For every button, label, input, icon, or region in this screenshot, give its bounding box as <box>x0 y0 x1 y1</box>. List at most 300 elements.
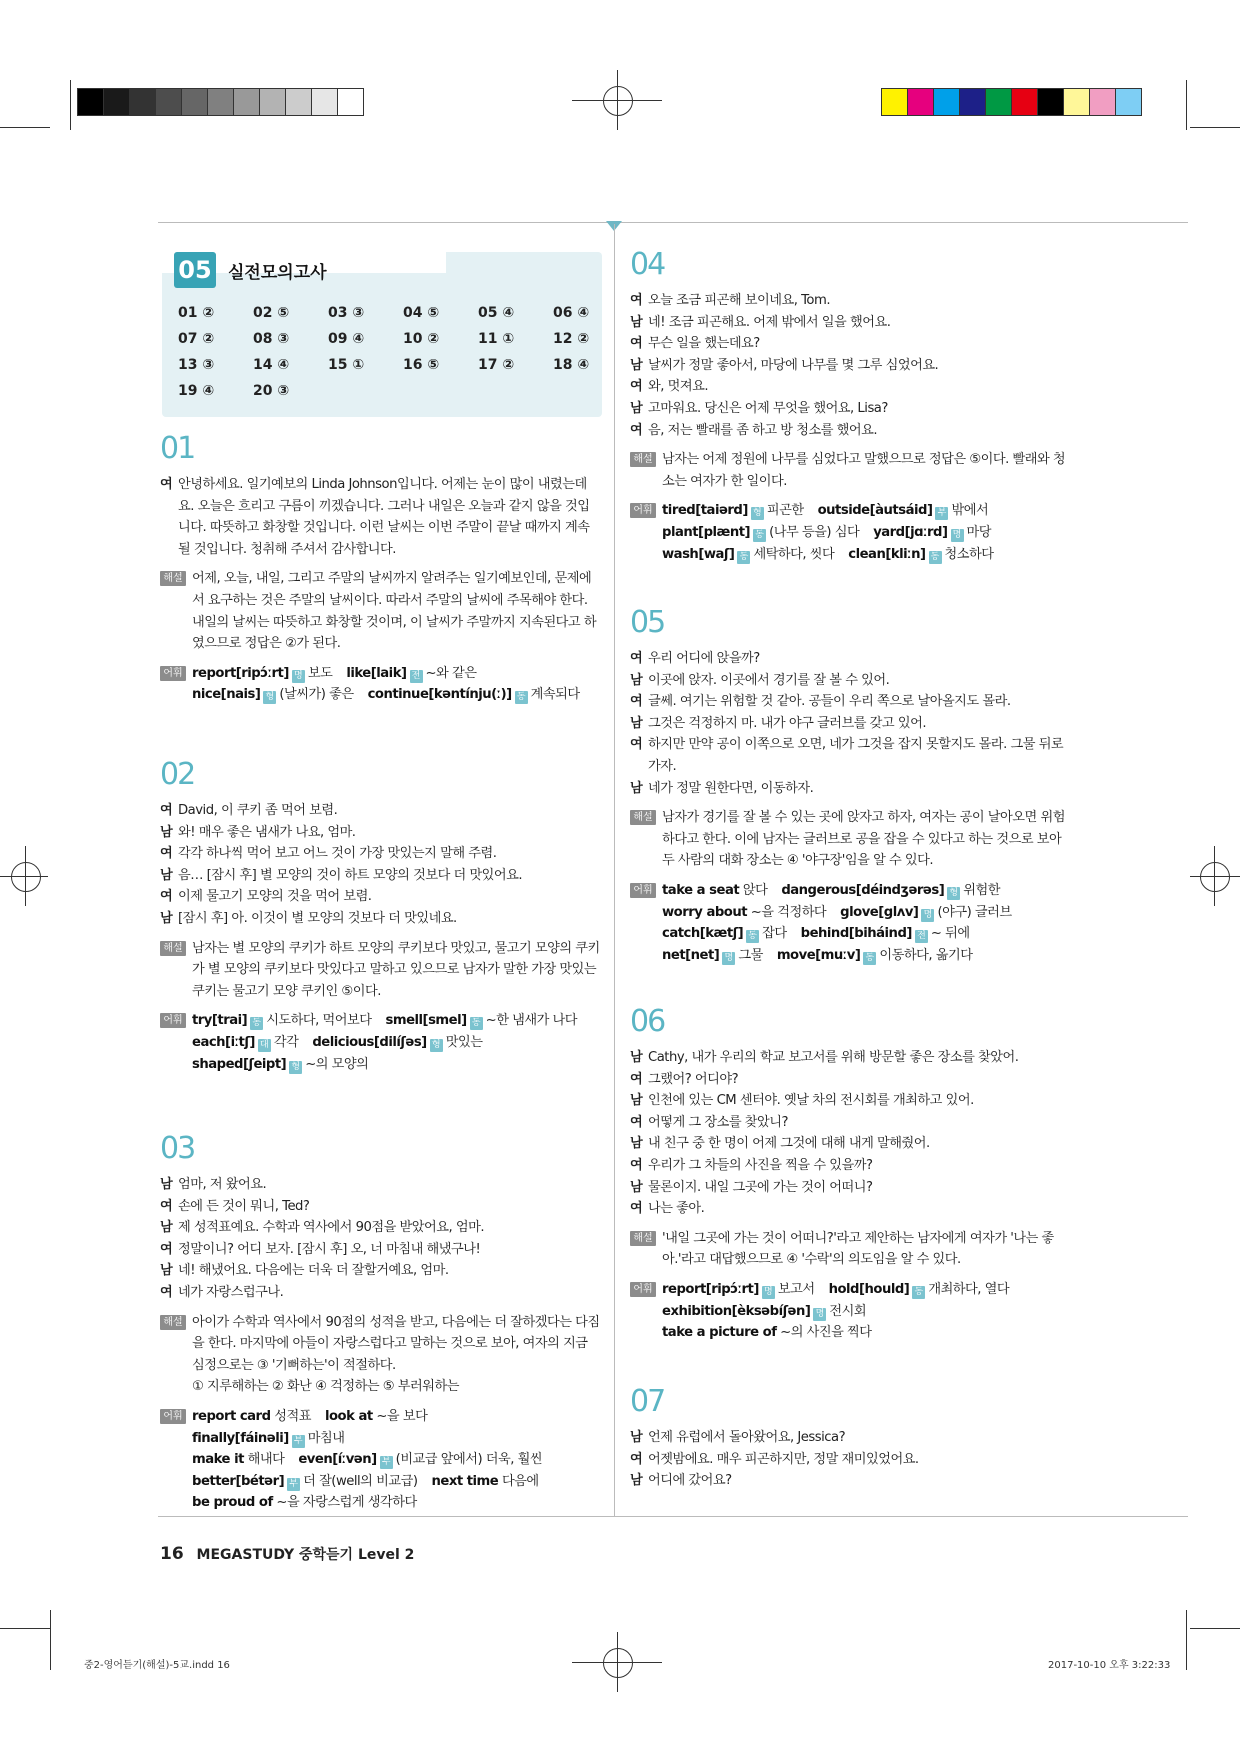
vocabulary-meaning: 그물 <box>738 947 763 963</box>
vocabulary-word: take a seat <box>662 882 740 898</box>
speaker-label: 여 <box>630 1071 643 1087</box>
part-of-speech-marker: 동 <box>470 1017 483 1030</box>
dialogue-line <box>630 355 1070 377</box>
dialogue-line <box>630 1069 1070 1091</box>
vocabulary-block <box>160 663 600 706</box>
dialogue-line <box>160 1239 600 1261</box>
speaker-label: 여 <box>160 846 173 862</box>
dialogue-line <box>630 1177 1070 1199</box>
vocabulary-word: shaped[ʃeipt] <box>192 1056 287 1072</box>
part-of-speech-marker: 대 <box>258 1039 271 1052</box>
explanation-block <box>160 568 600 654</box>
vocabulary-meaning: (나무 등을) 심다 <box>769 524 860 540</box>
vocabulary-word: dangerous[déindʒərəs] <box>781 882 945 898</box>
vocabulary-meaning: ~의 모양의 <box>305 1056 369 1072</box>
vocabulary-row <box>192 1471 600 1493</box>
dialogue-line <box>630 1198 1070 1220</box>
vocabulary-block <box>630 500 1070 565</box>
speaker-label: 남 <box>630 1473 643 1489</box>
speaker-label: 여 <box>630 1201 643 1217</box>
answer-item: 17 ② <box>478 357 515 373</box>
speaker-label: 여 <box>630 737 643 753</box>
vocabulary-item <box>192 1428 345 1450</box>
dialogue-text: 어떻게 그 장소를 찾았니? <box>648 1114 788 1130</box>
vocabulary-word: be proud of <box>192 1495 273 1511</box>
vocabulary-word: outside[àutsáid] <box>817 503 933 519</box>
vocabulary-list <box>662 880 1070 966</box>
vocabulary-row <box>662 522 1070 544</box>
vocabulary-word: finally[fáinəli] <box>192 1430 289 1446</box>
unit-number-badge: 05 <box>174 252 216 288</box>
dialogue-text: 물론이지. 내일 그곳에 가는 것이 어떠니? <box>648 1179 873 1195</box>
vocabulary-row <box>662 1279 1070 1301</box>
vocabulary-row <box>192 1010 600 1032</box>
answer-item: 11 ① <box>478 331 515 347</box>
vocabulary-meaning: 더 잘(well의 비교급) <box>303 1473 418 1489</box>
vocabulary-meaning: 밖에서 <box>951 503 989 519</box>
dialogue-line <box>630 333 1070 355</box>
speaker-label: 남 <box>630 400 643 416</box>
vocabulary-row <box>192 1492 600 1514</box>
part-of-speech-marker: 명 <box>292 670 305 683</box>
vocabulary-item <box>662 902 826 924</box>
dialogue-text: 엄마, 저 왔어요. <box>178 1177 267 1192</box>
registration-target-icon <box>11 862 41 892</box>
color-calibration-bar <box>881 88 1142 116</box>
registration-target-icon <box>1200 862 1230 892</box>
vocabulary-item <box>346 663 476 685</box>
vocabulary-block <box>160 1406 600 1514</box>
vocabulary-row <box>662 1322 1070 1344</box>
part-of-speech-marker: 동 <box>753 529 766 542</box>
crop-mark <box>0 1628 50 1629</box>
dialogue-line <box>160 908 600 930</box>
part-of-speech-marker: 형 <box>263 691 276 704</box>
part-of-speech-marker: 동 <box>737 551 750 564</box>
vocabulary-row <box>192 1054 600 1076</box>
vocabulary-word: nice[nais] <box>192 687 261 703</box>
question-section-01 <box>160 432 600 706</box>
answer-item: 07 ② <box>178 331 215 347</box>
question-section-02 <box>160 758 600 1075</box>
vocabulary-meaning: (야구) 글러브 <box>937 904 1012 920</box>
part-of-speech-marker: 부 <box>935 507 948 520</box>
dialogue-text: 이제 물고기 모양의 것을 먹어 보렴. <box>178 889 372 905</box>
question-section-05 <box>630 606 1070 966</box>
vocabulary-tag: 어휘 <box>160 1013 186 1028</box>
registration-line <box>617 70 618 130</box>
vocabulary-row <box>662 500 1070 522</box>
question-section-03 <box>160 1132 600 1514</box>
vocabulary-meaning: 보도 <box>307 665 333 681</box>
speaker-label: 여 <box>630 422 643 438</box>
speaker-label: 여 <box>630 1451 643 1467</box>
part-of-speech-marker: 전 <box>410 670 423 683</box>
vocabulary-word: catch[kætʃ] <box>662 926 744 942</box>
dialogue-text: 언제 유럽에서 돌아왔어요, Jessica? <box>648 1430 846 1445</box>
explanation-block <box>160 938 600 1003</box>
speaker-label: 여 <box>160 1241 173 1257</box>
dialogue-text: 정말이니? 어디 보자. [잠시 후] 오, 너 마침내 해냈구나! <box>178 1241 481 1257</box>
dialogue-line <box>630 420 1070 442</box>
explanation-block <box>630 1228 1070 1271</box>
vocabulary-row <box>192 663 600 685</box>
vocabulary-meaning: ~한 냄새가 나다 <box>485 1013 578 1029</box>
vocabulary-word: report[ripɔ́ːrt] <box>192 665 289 681</box>
dialogue-line <box>630 1090 1070 1112</box>
vocabulary-item <box>312 1032 482 1054</box>
vocabulary-meaning: 잡다 <box>762 926 787 942</box>
vocabulary-block <box>160 1010 600 1075</box>
vocabulary-item <box>662 1301 866 1323</box>
explanation-tag: 해설 <box>160 571 186 586</box>
explanation-block <box>630 807 1070 872</box>
answer-item: 02 ⑤ <box>253 305 290 321</box>
vocabulary-item <box>192 1054 368 1076</box>
unit-title: 실전모의고사 <box>228 263 327 283</box>
speaker-label: 남 <box>630 715 643 731</box>
part-of-speech-marker: 명 <box>951 529 964 542</box>
vocabulary-meaning: ~을 보다 <box>376 1408 428 1424</box>
dialogue-line <box>630 713 1070 735</box>
part-of-speech-marker: 동 <box>250 1017 263 1030</box>
vocabulary-item <box>192 1032 298 1054</box>
explanation-choices: ① 지루해하는 ② 화난 ④ 걱정하는 ⑤ 부러워하는 <box>192 1379 459 1395</box>
vocabulary-item <box>298 1449 542 1471</box>
registration-line <box>617 1632 618 1692</box>
vocabulary-word: look at <box>324 1408 373 1424</box>
crop-mark <box>0 127 50 128</box>
part-of-speech-marker: 명 <box>921 909 934 922</box>
dialogue-line <box>160 886 600 908</box>
vocabulary-meaning: 위험한 <box>963 882 1000 898</box>
speaker-label: 남 <box>160 867 173 883</box>
vocabulary-word: make it <box>192 1452 244 1468</box>
dialogue-line <box>630 1133 1070 1155</box>
dialogue-text: 네가 자랑스럽구나. <box>178 1284 284 1300</box>
vocabulary-item <box>662 522 859 544</box>
crop-mark <box>1186 80 1187 130</box>
vocabulary-item <box>662 1322 872 1344</box>
answer-item: 10 ② <box>403 331 440 347</box>
vocabulary-tag: 어휘 <box>630 503 656 518</box>
vocabulary-meaning: 세탁하다, 씻다 <box>753 546 835 562</box>
part-of-speech-marker: 동 <box>912 1286 925 1299</box>
explanation-block <box>630 449 1070 492</box>
vocabulary-word: delicious[dilíʃəs] <box>312 1034 427 1050</box>
answer-item: 03 ③ <box>328 305 365 321</box>
vocabulary-item <box>662 500 804 522</box>
speaker-label: 여 <box>160 803 173 818</box>
explanation-text <box>662 1228 1070 1271</box>
dialogue-text: 고마워요. 당신은 어제 무엇을 했어요, Lisa? <box>648 400 888 416</box>
part-of-speech-marker: 명 <box>813 1308 826 1321</box>
dialogue-line <box>630 670 1070 692</box>
speaker-label: 남 <box>160 1220 173 1236</box>
speaker-label: 남 <box>630 314 643 330</box>
vocabulary-item <box>192 1449 284 1471</box>
vocabulary-tag: 어휘 <box>160 1409 186 1424</box>
speaker-label: 남 <box>160 824 173 840</box>
dialogue-text: 우리 어디에 앉을까? <box>648 651 760 666</box>
answer-key-grid <box>178 304 598 401</box>
dialogue-line <box>630 691 1070 713</box>
vocabulary-word: wash[waʃ] <box>662 546 735 562</box>
registration-line <box>25 846 26 906</box>
vocabulary-item <box>192 663 332 685</box>
dialogue-line <box>630 778 1070 800</box>
vocabulary-block <box>630 1279 1070 1344</box>
vocabulary-meaning: 계속되다 <box>530 687 580 703</box>
part-of-speech-marker: 형 <box>289 1061 302 1074</box>
vocabulary-row <box>662 544 1070 566</box>
part-of-speech-marker: 형 <box>430 1039 443 1052</box>
dialogue-line <box>160 1282 600 1304</box>
print-slug-date: 2017-10-10 오후 3:22:33 <box>1048 1660 1171 1671</box>
vocabulary-word: smell[smel] <box>385 1013 467 1029</box>
question-section-07 <box>630 1385 1070 1492</box>
vocabulary-item <box>662 880 767 902</box>
bottom-rule <box>158 1516 1188 1517</box>
explanation-tag: 해설 <box>160 941 186 956</box>
dialogue-line <box>160 822 600 844</box>
dialogue-text: 오늘 조금 피곤해 보이네요, Tom. <box>648 293 831 308</box>
answer-item: 04 ⑤ <box>403 305 440 321</box>
top-rule <box>158 222 1188 223</box>
answer-item: 16 ⑤ <box>403 357 440 373</box>
vocabulary-row <box>662 902 1070 924</box>
vocabulary-meaning: 이동하다, 옮기다 <box>879 947 973 963</box>
part-of-speech-marker: 부 <box>292 1435 305 1448</box>
vocabulary-item <box>385 1010 577 1032</box>
dialogue-line <box>160 1260 600 1282</box>
vocabulary-meaning: ~와 같은 <box>425 665 477 681</box>
vocabulary-word: move[muːv] <box>776 947 861 963</box>
question-section-06 <box>630 1005 1070 1344</box>
dialogue-text: 어디에 갔어요? <box>648 1473 732 1489</box>
dialogue-text: [잠시 후] 아. 이것이 별 모양의 것보다 더 맛있네요. <box>178 910 457 926</box>
dialogue-text: 그랬어? 어디야? <box>648 1071 739 1087</box>
vocabulary-list <box>662 500 1070 565</box>
dialogue-text: 음… [잠시 후] 별 모양의 것이 하트 모양의 것보다 더 맛있어요. <box>178 867 523 883</box>
speaker-label: 남 <box>630 1179 643 1195</box>
vocabulary-word: even[íːvən] <box>298 1452 377 1468</box>
explanation-tag: 해설 <box>630 452 656 467</box>
part-of-speech-marker: 동 <box>863 952 876 965</box>
explanation-text <box>192 1312 600 1398</box>
dialogue-line <box>630 312 1070 334</box>
dialogue-text: 우리가 그 차들의 사진을 찍을 수 있을까? <box>648 1157 873 1173</box>
speaker-label: 남 <box>630 780 643 796</box>
explanation-paragraph: '내일 그곳에 가는 것이 어떠니?'라고 제안하는 남자에게 여자가 '나는 좋아.'라고 대답했으므로 ④ '수락'의 의도임을 알 수 있다. <box>662 1230 1054 1268</box>
dialogue-line <box>630 1449 1070 1471</box>
registration-line <box>0 876 48 877</box>
vocabulary-meaning: 시도하다, 먹어보다 <box>266 1013 372 1029</box>
answer-item: 13 ③ <box>178 357 215 373</box>
vocabulary-word: worry about <box>662 904 748 920</box>
speaker-label: 남 <box>160 1263 173 1279</box>
explanation-paragraph: 남자는 어제 정원에 나무를 심었다고 말했으므로 정답은 ⑤이다. 빨래와 청소는 여자가 한 일이다. <box>662 452 1066 489</box>
dialogue-line <box>630 398 1070 420</box>
answer-item: 19 ④ <box>178 383 215 399</box>
vocabulary-row <box>662 945 1070 967</box>
explanation-paragraph: 남자는 별 모양의 쿠키가 하트 모양의 쿠키보다 맛있고, 물고기 모양의 쿠키가 별 모양의 쿠키보다 맛있다고 말하고 있으므로 남자가 말한 가장 맛있는 쿠키는 물고기 모양 쿠키인 ⑤이다. <box>192 940 600 999</box>
dialogue-line <box>630 1427 1070 1449</box>
dialogue-text: 제 성적표예요. 수학과 역사에서 90점을 받았어요, 엄마. <box>178 1220 485 1236</box>
registration-target-icon <box>603 1648 633 1678</box>
speaker-label: 남 <box>630 357 643 373</box>
dialogue-line <box>160 865 600 887</box>
part-of-speech-marker: 형 <box>751 507 764 520</box>
section-number: 05 <box>630 605 665 640</box>
vocabulary-word: yard[jɑːrd] <box>873 524 948 540</box>
vocabulary-word: continue[kəntínju(ː)] <box>367 687 512 703</box>
crop-mark <box>50 1610 51 1670</box>
dialogue-line <box>630 1155 1070 1177</box>
part-of-speech-marker: 명 <box>762 1286 775 1299</box>
vocabulary-list <box>192 1406 600 1514</box>
vocabulary-word: report[ripɔ́ːrt] <box>662 1281 759 1297</box>
speaker-label: 남 <box>630 1050 643 1065</box>
part-of-speech-marker: 부 <box>287 1478 300 1491</box>
vocabulary-word: behind[biháind] <box>800 926 912 942</box>
vocabulary-item <box>829 1279 1010 1301</box>
vocabulary-word: plant[plænt] <box>662 524 751 540</box>
explanation-paragraph: 어제, 오늘, 내일, 그리고 주말의 날씨까지 알려주는 일기예보인데, 문제에서 요구하는 것은 주말의 날씨이다. 따라서 주말의 날씨에 주목해야 한다. 내일의 날씨는 따뜻하고 화창할 것이며, 이 날씨가 주말까지 지속된다고 하였으므로 정답은 ②가 된다. <box>192 571 597 652</box>
vocabulary-row <box>662 880 1070 902</box>
explanation-text <box>662 449 1070 492</box>
vocabulary-meaning: ~의 사진을 찍다 <box>780 1325 872 1341</box>
vocabulary-item <box>192 1010 371 1032</box>
speaker-label: 남 <box>630 1093 643 1109</box>
crop-mark <box>1190 127 1240 128</box>
vocabulary-row <box>192 1449 600 1471</box>
vocabulary-item <box>662 945 763 967</box>
vocabulary-word: each[iːtʃ] <box>192 1034 255 1050</box>
vocabulary-list <box>192 1010 600 1075</box>
vocabulary-item <box>192 1471 417 1493</box>
vocabulary-list <box>662 1279 1070 1344</box>
speaker-label: 남 <box>160 910 173 926</box>
speaker-label: 여 <box>630 336 643 352</box>
vocabulary-item <box>781 880 1000 902</box>
vocabulary-meaning: 해내다 <box>247 1452 285 1468</box>
registration-line <box>1190 876 1240 877</box>
vocabulary-meaning: 다음에 <box>501 1473 539 1489</box>
vocabulary-row <box>192 684 600 706</box>
answer-item: 15 ① <box>328 357 365 373</box>
vocabulary-meaning: 앉다 <box>742 882 768 898</box>
part-of-speech-marker: 형 <box>947 887 960 900</box>
page-number: 16 <box>160 1544 184 1564</box>
vocabulary-word: hold[hould] <box>828 1281 910 1297</box>
speaker-label: 남 <box>630 672 643 688</box>
vocabulary-meaning: ~을 자랑스럽게 생각하다 <box>276 1495 417 1511</box>
vocabulary-row <box>192 1406 600 1449</box>
registration-target-icon <box>603 86 633 116</box>
speaker-label: 여 <box>160 1284 173 1300</box>
vocabulary-word: glove[glʌv] <box>840 904 919 920</box>
vocabulary-item <box>818 500 989 522</box>
vocabulary-meaning: 맛있는 <box>445 1034 483 1050</box>
column-divider <box>614 224 615 1516</box>
dialogue-line <box>630 1047 1070 1069</box>
dialogue-line <box>160 1174 600 1196</box>
vocabulary-tag: 어휘 <box>630 883 656 898</box>
explanation-text <box>192 568 600 654</box>
dialogue-text: 글쎄. 여기는 위험할 것 같아. 공들이 우리 쪽으로 날아올지도 몰라. <box>648 694 1011 710</box>
vocabulary-item <box>325 1406 427 1428</box>
question-section-04 <box>630 248 1070 565</box>
speaker-label: 남 <box>630 1136 643 1152</box>
answer-item: 08 ③ <box>253 331 290 347</box>
vocabulary-item <box>662 544 834 566</box>
part-of-speech-marker: 명 <box>722 952 735 965</box>
dialogue-text: 그것은 걱정하지 마. 내가 야구 글러브를 갖고 있어. <box>648 715 927 731</box>
dialogue-text: 하지만 만약 공이 이쪽으로 오면, 네가 그것을 잡지 못할지도 몰라. 그물 뒤로 가자. <box>648 737 1064 774</box>
vocabulary-item <box>662 923 787 945</box>
dialogue-line <box>160 843 600 865</box>
vocabulary-meaning: 전시회 <box>829 1303 867 1319</box>
answer-item: 09 ④ <box>328 331 365 347</box>
section-number: 03 <box>160 1131 195 1166</box>
vocabulary-row <box>662 1301 1070 1323</box>
section-number: 07 <box>630 1384 665 1419</box>
section-number: 01 <box>160 431 195 466</box>
speaker-label: 여 <box>160 889 173 905</box>
dialogue-line <box>160 1217 600 1239</box>
answer-item: 05 ④ <box>478 305 515 321</box>
dialogue-text: 음, 저는 빨래를 좀 하고 방 청소를 했어요. <box>648 422 878 438</box>
vocabulary-tag: 어휘 <box>160 666 186 681</box>
part-of-speech-marker: 동 <box>929 551 942 564</box>
speaker-label: 여 <box>160 1198 173 1214</box>
vocabulary-item <box>848 544 993 566</box>
answer-item: 14 ④ <box>253 357 290 373</box>
explanation-block <box>160 1312 600 1398</box>
vocabulary-meaning: 개최하다, 열다 <box>928 1281 1010 1297</box>
speaker-label: 여 <box>630 651 643 666</box>
dialogue-text: 날씨가 정말 좋아서, 마당에 나무를 몇 그루 심었어요. <box>648 357 939 373</box>
dialogue-line <box>630 734 1070 777</box>
vocabulary-word: try[trai] <box>192 1013 248 1029</box>
answer-item: 12 ② <box>553 331 590 347</box>
speaker-label: 남 <box>630 1430 643 1445</box>
vocabulary-meaning: ~ 뒤에 <box>930 926 970 942</box>
vocabulary-meaning: 피곤한 <box>766 503 804 519</box>
dialogue-text: 네가 정말 원한다면, 이동하자. <box>648 780 814 796</box>
dialogue-text: 손에 든 것이 뭐니, Ted? <box>178 1198 310 1214</box>
dialogue-text: 어젯밤에요. 매우 피곤하지만, 정말 재미있었어요. <box>648 1451 919 1467</box>
vocabulary-item <box>840 902 1011 924</box>
print-slug-file: 중2-영어듣기(해설)-5교.indd 16 <box>84 1660 230 1671</box>
answer-item: 18 ④ <box>553 357 590 373</box>
part-of-speech-marker: 동 <box>746 930 759 943</box>
vocabulary-item <box>873 522 991 544</box>
explanation-text <box>192 938 600 1003</box>
vocabulary-meaning: 성적표 <box>274 1408 311 1424</box>
vocabulary-meaning: (날씨가) 좋은 <box>279 687 354 703</box>
dialogue-text: David, 이 쿠키 좀 먹어 보렴. <box>178 803 338 818</box>
answer-item: 01 ② <box>178 305 215 321</box>
explanation-text <box>662 807 1070 872</box>
vocabulary-item <box>192 1406 311 1428</box>
explanation-paragraph: 아이가 수학과 역사에서 90점의 성적을 받고, 다음에는 더 잘하겠다는 다짐을 한다. 마지막에 아들이 자랑스럽다고 말하는 것으로 보아, 여자의 지금 심정으로는 ③ '기뻐하는'이 적절하다. <box>192 1314 600 1373</box>
dialogue-line <box>160 474 600 560</box>
registration-line <box>1214 846 1215 906</box>
speaker-label: 여 <box>630 1114 643 1130</box>
explanation-tag: 해설 <box>630 1231 656 1246</box>
